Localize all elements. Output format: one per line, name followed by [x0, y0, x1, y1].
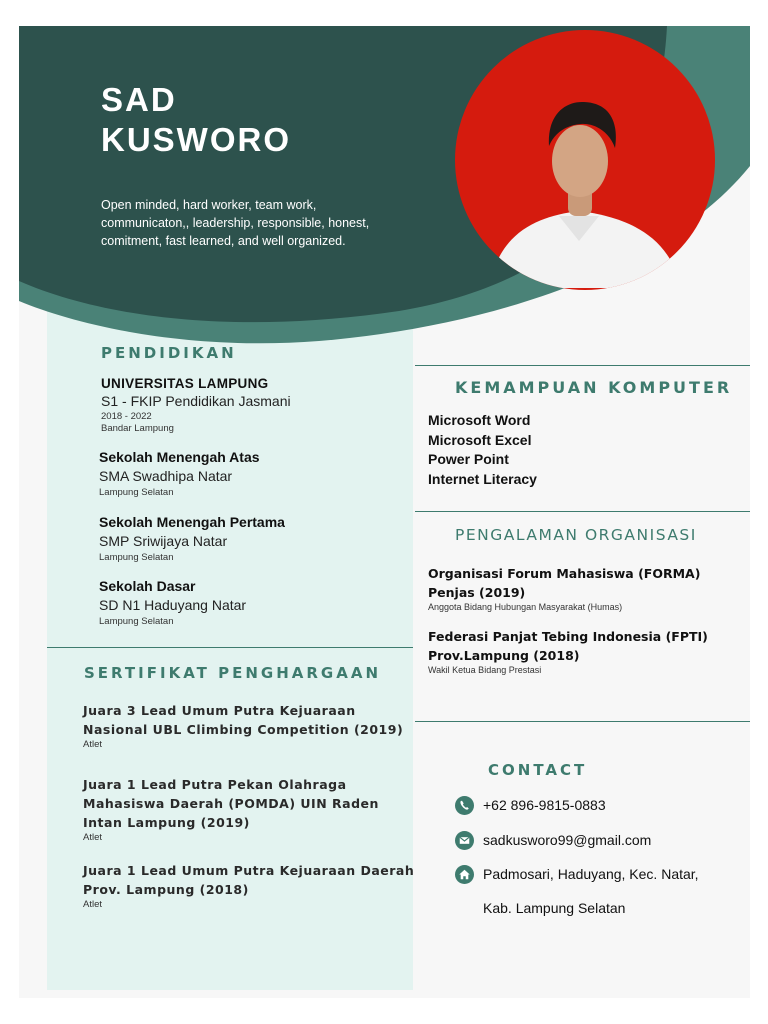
certificate-item — [83, 861, 414, 910]
certificate-role: Atlet — [83, 899, 103, 910]
email-icon — [455, 831, 474, 850]
skill-item: Internet Literacy — [428, 470, 537, 487]
program-name: SD N1 Haduyang Natar — [99, 597, 247, 613]
education-item — [99, 449, 260, 498]
organisasi-title: PENGALAMAN ORGANISASI — [455, 526, 697, 544]
organization-line: Organisasi Forum Mahasiswa (FORMA) — [428, 566, 701, 581]
organization-item — [428, 564, 700, 612]
certificate-role: Atlet — [83, 832, 103, 843]
sertifikat-title: SERTIFIKAT PENGHARGAAN — [84, 664, 381, 682]
certificate-line: Intan Lampung (2019) — [83, 815, 250, 830]
certificate-role: Atlet — [83, 739, 103, 750]
skills-list — [428, 411, 537, 489]
education-item — [99, 578, 246, 627]
right-divider-top — [415, 365, 750, 366]
right-divider-bottom — [415, 721, 750, 722]
first-name: SAD — [101, 81, 177, 118]
program-name: S1 - FKIP Pendidikan Jasmani — [101, 393, 291, 409]
kemampuan-title: KEMAMPUAN KOMPUTER — [455, 378, 733, 397]
school-name: Sekolah Dasar — [99, 578, 196, 594]
certificate-line: Nasional UBL Climbing Competition (2019) — [83, 722, 404, 737]
certificate-line: Juara 1 Lead Umum Putra Kejuaraan Daerah — [83, 863, 415, 878]
address-line-1: Padmosari, Haduyang, Kec. Natar, — [483, 866, 699, 882]
organization-item — [428, 627, 708, 675]
right-divider-mid — [415, 511, 750, 512]
skill-item: Microsoft Word — [428, 412, 531, 428]
certificate-line: Prov. Lampung (2018) — [83, 882, 249, 897]
organization-line: Prov.Lampung (2018) — [428, 648, 580, 663]
address-line-2: Kab. Lampung Selatan — [483, 900, 626, 916]
certificate-line: Juara 3 Lead Umum Putra Kejuaraan — [83, 703, 356, 718]
education-item — [101, 376, 291, 434]
location: Bandar Lampung — [101, 423, 174, 434]
organization-role: Anggota Bidang Hubungan Masyarakat (Humas) — [428, 602, 623, 612]
left-divider — [47, 647, 413, 648]
certificate-item — [83, 701, 403, 750]
email-address[interactable]: sadkusworo99@gmail.com — [483, 832, 652, 848]
education-item — [99, 514, 285, 563]
skill-item: Power Point — [428, 451, 509, 467]
school-name: UNIVERSITAS LAMPUNG — [101, 376, 269, 391]
school-name: Sekolah Menengah Pertama — [99, 514, 285, 530]
pendidikan-title: PENDIDIKAN — [101, 344, 237, 362]
full-name — [101, 80, 291, 160]
contact-title: CONTACT — [488, 761, 588, 779]
skill-item: Microsoft Excel — [428, 431, 532, 448]
home-icon — [455, 865, 474, 884]
phone-number[interactable]: +62 896-9815-0883 — [483, 797, 606, 813]
certificate-item — [83, 775, 379, 843]
phone-icon — [455, 796, 474, 815]
certificate-line: Mahasiswa Daerah (POMDA) UIN Raden — [83, 796, 379, 811]
header-background — [19, 26, 750, 356]
organization-role: Wakil Ketua Bidang Prestasi — [428, 665, 542, 675]
years: 2018 - 2022 — [101, 411, 152, 422]
program-name: SMA Swadhipa Natar — [99, 468, 233, 484]
profile-summary: Open minded, hard worker, team work, communicaton,, leadership, responsible, honest, comitment, fast learned, and well organized. — [101, 198, 370, 248]
program-name: SMP Sriwijaya Natar — [99, 533, 228, 549]
organization-line: Penjas (2019) — [428, 585, 526, 600]
resume-page — [19, 26, 750, 998]
school-name: Sekolah Menengah Atas — [99, 449, 260, 465]
location: Lampung Selatan — [99, 616, 174, 627]
certificate-line: Juara 1 Lead Putra Pekan Olahraga — [83, 777, 347, 792]
organization-line: Federasi Panjat Tebing Indonesia (FPTI) — [428, 629, 708, 644]
location: Lampung Selatan — [99, 487, 174, 498]
location: Lampung Selatan — [99, 552, 174, 563]
last-name: KUSWORO — [101, 121, 291, 158]
